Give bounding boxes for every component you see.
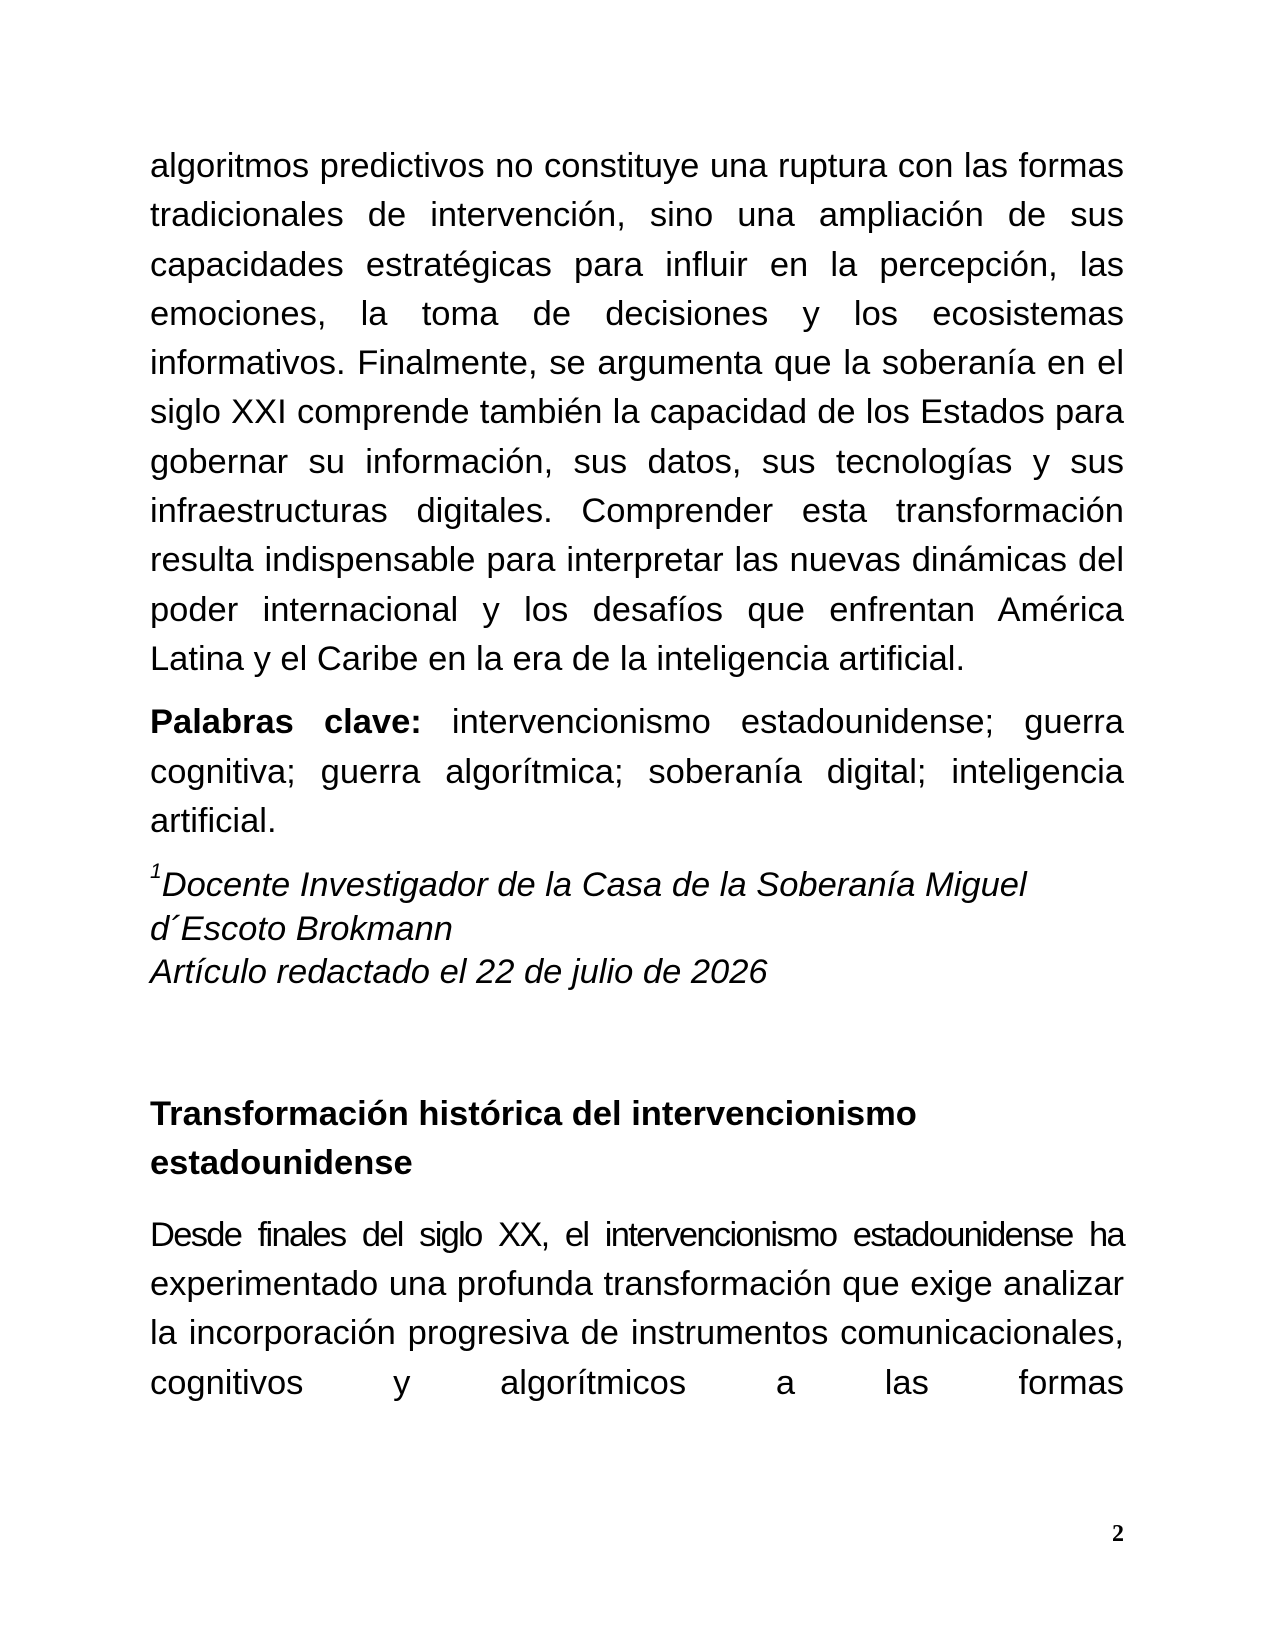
section-heading (150, 1090, 1124, 1189)
section-paragraph (150, 1211, 1124, 1408)
article-date-note: Artículo redactado el 22 de julio de 2026 (150, 953, 768, 992)
abstract-paragraph: algoritmos predictivos no constituye una ruptura con las formas tradicionales de intervención, sino una ampliación de sus capacidades estratégicas para influir en la percepción, las emociones, la toma de decisiones y los ecosistemas informativos. Finalmente, se argumenta que la soberanía en el siglo XXI comprende también la capacidad de los Estados para gobernar su información, sus datos, sus tecnologías y sus infraestructuras digitales. Comprender esta transformación resulta indispensable para interpretar las nuevas dinámicas del poder internacional y los desafíos que enfrentan América Latina y el Caribe en la era de la inteligencia artificial. (150, 147, 1124, 678)
affiliation-line-2: d´Escoto Brokmann (150, 909, 453, 948)
page-number: 2 (1112, 1521, 1124, 1547)
keywords-paragraph (150, 698, 1124, 846)
author-affiliation-note (150, 859, 1124, 995)
section-paragraph-continuation: experimentado una profunda transformación que exige analizar la incorporación progresiva de instrumentos comunicacionales, cognitivos y algorítmicos a las formas (150, 1264, 1124, 1402)
affiliation-line-1 (150, 859, 1124, 908)
affiliation-text: Docente Investigador de la Casa de la Soberanía Miguel (161, 866, 1027, 905)
section-heading-line-1: Transformación histórica del intervencionismo (150, 1094, 917, 1133)
section-heading-line-2: estadounidense (150, 1144, 413, 1183)
keywords-text: intervencionismo estadounidense; guerra cognitiva; guerra algorítmica; soberanía digital; inteligencia artificial. (150, 703, 1124, 840)
footnote-marker: 1 (150, 859, 162, 883)
keywords-label: Palabras clave: (150, 703, 422, 742)
document-page (150, 142, 1124, 1408)
section-paragraph-first-line: Desde finales del siglo XX, el intervencionismo estadounidense ha (150, 1215, 1124, 1254)
